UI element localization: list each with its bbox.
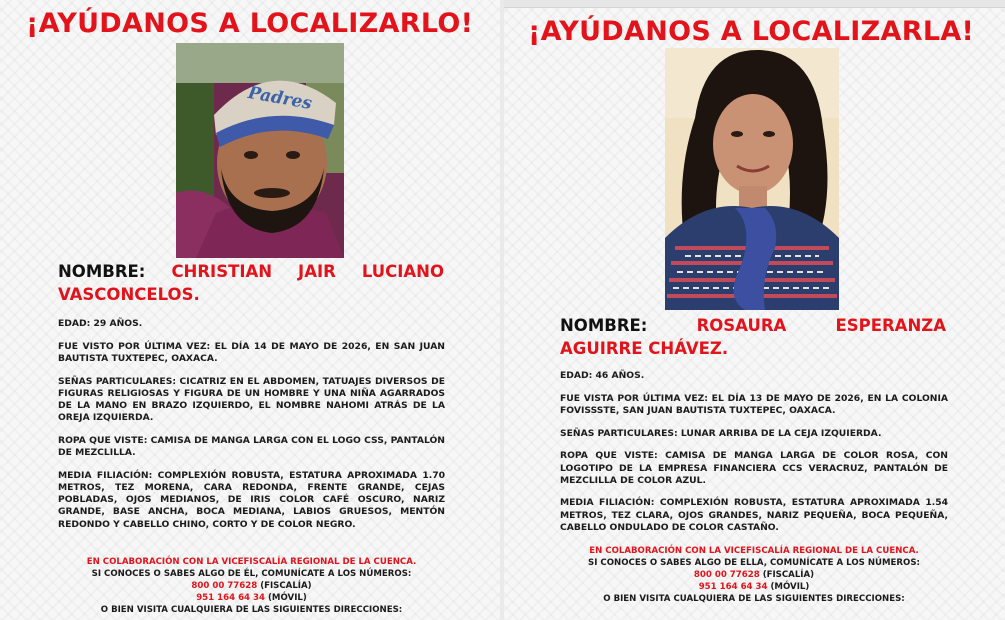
name-value: ROSAURA ESPERANZA AGUIRRE CHÁVEZ.: [560, 316, 946, 358]
physical-description-text: MEDIA FILIACIÓN: COMPLEXIÓN ROBUSTA, ESTATURA APROXIMADA 1.70 METROS, TEZ MORENA, CARA REDONDA, FRENTE GRANDE, CEJAS POBLADAS, OJOS MEDIANOS, DE IRIS COLOR CAFÉ OSCURO, NARIZ GRANDE, BASE ANCHA, BOCA MEDIANA, LABIOS GRUESOS, MENTÓN REDONDO Y CABELLO CHINO, CORTO Y DE COLOR NEGRO.: [58, 469, 445, 530]
cap-logo-text: Padres: [246, 83, 314, 114]
person-name: [58, 260, 444, 306]
phone-line-2: [58, 592, 445, 604]
poster-headline: ¡AYÚDANOS A LOCALIZARLA!: [528, 16, 975, 47]
phone-line-1: [560, 569, 948, 581]
person-details: [58, 318, 445, 541]
name-label: NOMBRE:: [58, 262, 146, 281]
visit-text: O BIEN VISITA CUALQUIERA DE LAS SIGUIENTES DIRECCIONES:: [603, 594, 905, 604]
name-value: CHRISTIAN JAIR LUCIANO VASCONCELOS.: [58, 262, 444, 304]
visit-text: O BIEN VISITA CUALQUIERA DE LAS SIGUIENTES DIRECCIONES:: [100, 605, 403, 615]
physical-description-text: MEDIA FILIACIÓN: COMPLEXIÓN ROBUSTA, ESTATURA APROXIMADA 1.54 METROS, TEZ CLARA, OJOS GRANDES, NARIZ PEQUEÑA, BOCA PEQUEÑA, CABELLO ONDULADO DE COLOR CASTAÑO.: [560, 497, 948, 533]
person-details: [560, 370, 948, 545]
window-top-strip: [504, 0, 1005, 8]
phone-label-2: (MÓVIL): [267, 593, 307, 603]
collaboration-text: EN COLABORACIÓN CON LA VICEFISCALÍA REGIONAL DE LA CUENCA.: [589, 546, 919, 556]
phone-number-1: 800 00 77628: [693, 570, 760, 580]
last-seen-text: FUE VISTO POR ÚLTIMA VEZ: EL DÍA 14 DE MAYO DE 2026, EN SAN JUAN BAUTISTA TUXTEPEC, OAXACA.: [58, 340, 445, 364]
distinguishing-marks-text: SEÑAS PARTICULARES: LUNAR ARRIBA DE LA CEJA IZQUIERDA.: [560, 427, 882, 439]
phone-label-2: (MÓVIL): [770, 582, 810, 592]
contact-footer: [560, 545, 948, 605]
poster-headline: ¡AYÚDANOS A LOCALIZARLO!: [26, 8, 474, 39]
contact-text: SI CONOCES O SABES ALGO DE ELLA, COMUNÍCATE A LOS NÚMEROS:: [588, 558, 920, 568]
name-label: NOMBRE:: [560, 316, 648, 335]
phone-number-1: 800 00 77628: [191, 581, 258, 591]
missing-person-poster-left: [0, 0, 500, 620]
phone-label-1: (FISCALÍA): [260, 581, 312, 591]
clothing-text: ROPA QUE VISTE: CAMISA DE MANGA LARGA DE COLOR ROSA, CON LOGOTIPO DE LA EMPRESA FINANCIERA CCS VERACRUZ, PANTALÓN DE MEZCLILLA DE COLOR AZUL.: [560, 450, 948, 486]
contact-footer: [58, 556, 445, 616]
clothing-text: ROPA QUE VISTE: CAMISA DE MANGA LARGA CON EL LOGO CSS, PANTALÓN DE MEZCLILLA.: [58, 434, 445, 459]
age-text: EDAD: 46 AÑOS.: [560, 370, 645, 381]
missing-person-poster-right: [504, 0, 1005, 620]
phone-line-2: [560, 581, 948, 593]
phone-number-2: 951 164 64 34: [698, 582, 768, 592]
phone-number-2: 951 164 64 34: [196, 593, 265, 603]
person-name: [560, 314, 946, 360]
contact-text: SI CONOCES O SABES ALGO DE ÉL, COMUNÍCATE A LOS NÚMEROS:: [91, 569, 412, 579]
distinguishing-marks-text: SEÑAS PARTICULARES: CICATRIZ EN EL ABDOMEN, TATUAJES DIVERSOS DE FIGURAS RELIGIOSAS Y FIGURA DE UN HOMBRE Y UNA NIÑA AGARRADOS DE LA MANO EN BRAZO IZQUIERDO, EL NOMBRE NAHOMI ATRÁS DE LA OREJA IZQUIERDA.: [58, 375, 445, 424]
collaboration-text: EN COLABORACIÓN CON LA VICEFISCALÍA REGIONAL DE LA CUENCA.: [86, 557, 417, 567]
phone-line-1: [58, 580, 445, 592]
missing-person-photo: [665, 48, 839, 310]
phone-label-1: (FISCALÍA): [762, 570, 815, 580]
age-text: EDAD: 29 AÑOS.: [58, 318, 143, 329]
missing-person-photo: [176, 43, 344, 258]
last-seen-text: FUE VISTA POR ÚLTIMA VEZ: EL DÍA 13 DE MAYO DE 2026, EN LA COLONIA FOVISSSTE, SAN JUAN BAUTISTA TUXTEPEC, OAXACA.: [560, 392, 948, 416]
